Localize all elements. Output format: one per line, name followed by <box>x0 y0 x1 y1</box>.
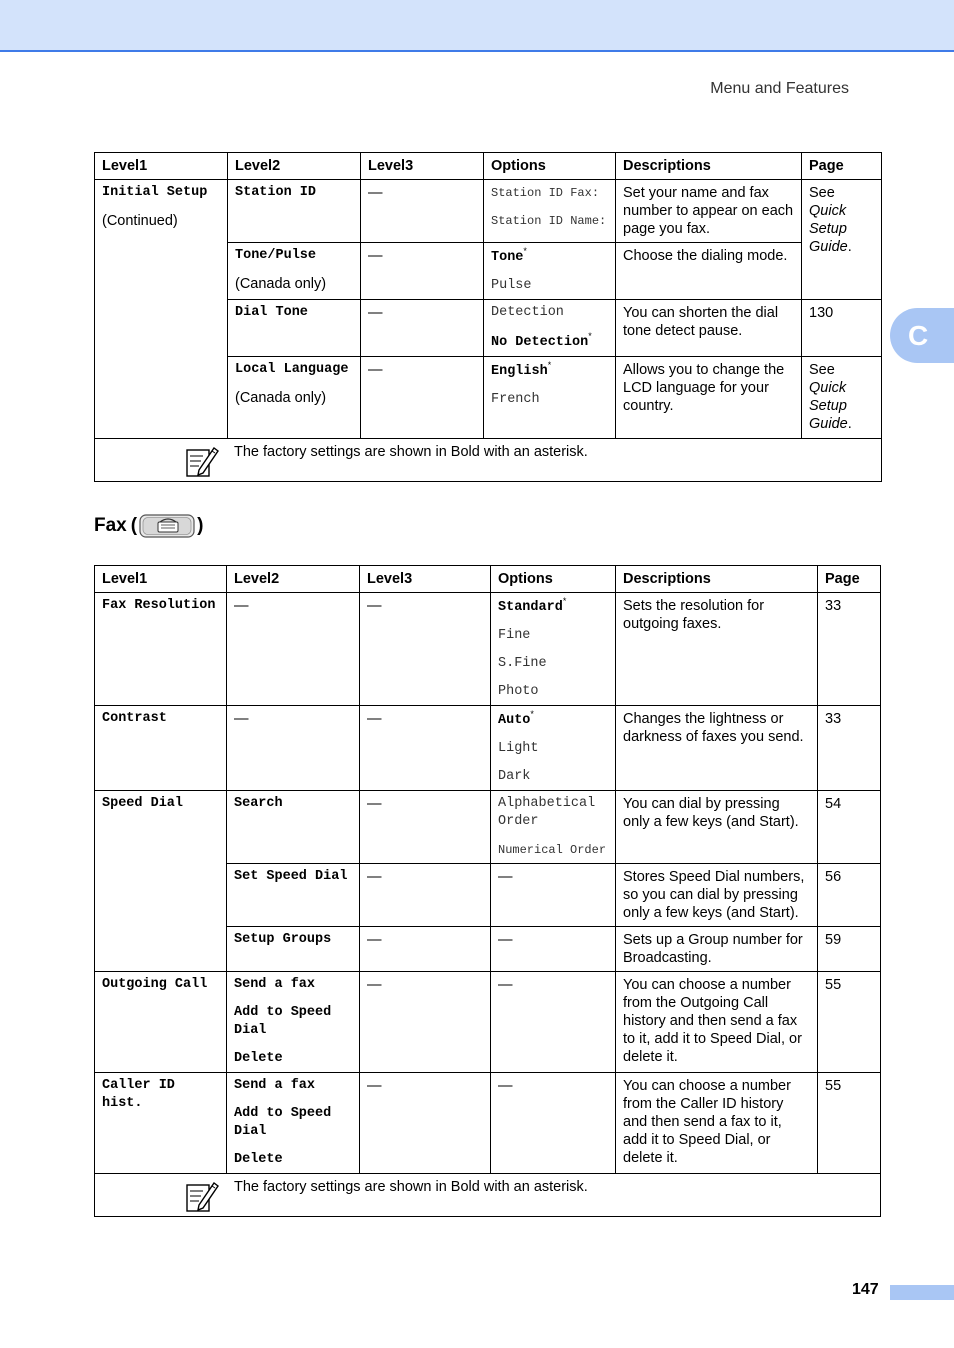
level3-cell: — <box>360 593 491 706</box>
options-cell: — <box>491 864 616 927</box>
page-number: 147 <box>852 1281 879 1298</box>
note-row <box>95 1174 881 1217</box>
table-row <box>95 593 881 706</box>
level2-cell: Search <box>227 791 360 864</box>
open-paren: ( <box>130 515 138 536</box>
see-guide: Guide <box>809 416 848 432</box>
page-cell: 33 <box>818 706 881 791</box>
running-header: Menu and Features <box>710 80 849 97</box>
option: S.Fine <box>498 656 547 671</box>
col-header: Level2 <box>227 566 360 593</box>
description-cell: Changes the lightness or darkness of faxes you send. <box>616 706 818 791</box>
level1-cell: Contrast <box>95 706 227 791</box>
see-setup: Setup <box>809 221 847 237</box>
level2-item: Add to Speed Dial <box>234 1005 332 1038</box>
level2-item: Delete <box>234 1051 283 1066</box>
option: Alphabetical Order <box>498 796 596 829</box>
options-cell <box>484 180 616 243</box>
level2-label: Local Language <box>235 362 349 377</box>
col-header: Level1 <box>95 153 228 180</box>
col-header: Descriptions <box>616 153 802 180</box>
note-cell <box>95 439 882 482</box>
see-quick: Quick <box>809 203 847 219</box>
col-header: Page <box>802 153 882 180</box>
asterisk: * <box>547 360 552 371</box>
asterisk: * <box>588 331 592 342</box>
level2-cell: — <box>227 706 360 791</box>
level2-cell: Setup Groups <box>227 927 360 972</box>
page-cell: 56 <box>818 864 881 927</box>
table-row <box>95 180 882 243</box>
description-cell: Sets the resolution for outgoing faxes. <box>616 593 818 706</box>
level3-cell: — <box>360 927 491 972</box>
option: Photo <box>498 684 539 699</box>
table-header-row <box>95 566 881 593</box>
level2-cell <box>228 357 361 439</box>
note-pencil-icon <box>185 1179 219 1213</box>
level1-label: Initial Setup <box>102 185 208 200</box>
table-row <box>95 972 881 1073</box>
see-guide: Guide <box>809 239 848 255</box>
col-header: Options <box>491 566 616 593</box>
option: Detection <box>491 305 564 320</box>
option: Numerical Order <box>498 843 607 857</box>
see-text: See <box>809 362 835 378</box>
options-cell <box>484 300 616 357</box>
option: Station ID Name: <box>491 214 607 228</box>
level2-cell <box>227 1073 360 1174</box>
page-cell: 59 <box>818 927 881 972</box>
page-cell: 55 <box>818 972 881 1073</box>
option: French <box>491 392 540 407</box>
level2-label: Tone/Pulse <box>235 248 317 263</box>
description-cell: You can dial by pressing only a few keys (and Start). <box>616 791 818 864</box>
col-header: Level1 <box>95 566 227 593</box>
note-cell <box>95 1174 881 1217</box>
description-cell: You can choose a number from the Caller ID history and then send a fax to it, add it to Speed Dial, or delete it. <box>616 1073 818 1174</box>
see-dot: . <box>847 416 852 432</box>
level2-item: Delete <box>234 1152 283 1167</box>
level3-cell: — <box>360 791 491 864</box>
col-header: Descriptions <box>616 566 818 593</box>
description-cell: Allows you to change the LCD language for your country. <box>616 357 802 439</box>
level2-item: Add to Speed Dial <box>234 1106 332 1139</box>
level3-cell: — <box>360 972 491 1073</box>
page-band <box>890 1285 954 1300</box>
table-row <box>95 1073 881 1174</box>
col-header: Level3 <box>360 566 491 593</box>
level3-cell: — <box>360 864 491 927</box>
option: Station ID Fax: <box>491 186 600 200</box>
level2-cell: Dial Tone <box>228 300 361 357</box>
description-cell: Sets up a Group number for Broadcasting. <box>616 927 818 972</box>
asterisk: * <box>523 246 527 257</box>
level2-cell <box>227 972 360 1073</box>
note-text: The factory settings are shown in Bold with an asterisk. <box>234 444 588 460</box>
level1-cell: Speed Dial <box>95 791 227 972</box>
level1-note: (Continued) <box>102 213 178 229</box>
col-header: Level3 <box>361 153 484 180</box>
options-cell <box>491 706 616 791</box>
level2-cell: Set Speed Dial <box>227 864 360 927</box>
level3-cell: — <box>361 243 484 300</box>
options-cell <box>484 357 616 439</box>
description-cell: Set your name and fax number to appear on each page you fax. <box>616 180 802 243</box>
option-default: English <box>491 364 548 379</box>
initial-setup-table <box>94 152 882 482</box>
option: Fine <box>498 628 531 643</box>
level2-note: (Canada only) <box>235 390 327 406</box>
description-cell: You can choose a number from the Outgoing Call history and then send a fax to it, add it to Speed Dial, or delete it. <box>616 972 818 1073</box>
options-cell <box>484 243 616 300</box>
option: Dark <box>498 769 531 784</box>
col-header: Level2 <box>228 153 361 180</box>
level1-cell: Fax Resolution <box>95 593 227 706</box>
level1-cell: Caller ID hist. <box>95 1073 227 1174</box>
options-cell: — <box>491 972 616 1073</box>
level2-cell <box>228 243 361 300</box>
page-cell: 33 <box>818 593 881 706</box>
option-default: Standard <box>498 600 563 615</box>
level2-item: Send a fax <box>234 1078 316 1093</box>
page-cell <box>802 180 882 300</box>
description-cell: Choose the dialing mode. <box>616 243 802 300</box>
level3-cell: — <box>360 706 491 791</box>
col-header: Page <box>818 566 881 593</box>
top-band <box>0 0 954 52</box>
fax-title: Fax <box>94 515 127 536</box>
note-pencil-icon <box>185 444 219 478</box>
option: Pulse <box>491 278 532 293</box>
page-cell: 55 <box>818 1073 881 1174</box>
options-cell <box>491 791 616 864</box>
option-default: No Detection <box>491 335 589 350</box>
description-cell: You can shorten the dial tone detect pause. <box>616 300 802 357</box>
see-quick: Quick <box>809 380 847 396</box>
level1-cell <box>95 180 228 439</box>
level3-cell: — <box>360 1073 491 1174</box>
options-cell: — <box>491 927 616 972</box>
asterisk: * <box>530 709 534 720</box>
note-row <box>95 439 882 482</box>
see-setup: Setup <box>809 398 847 414</box>
asterisk: * <box>562 596 567 607</box>
level3-cell: — <box>361 300 484 357</box>
see-text: See <box>809 185 835 201</box>
option-default: Tone <box>491 250 524 265</box>
level3-cell: — <box>361 180 484 243</box>
col-header: Options <box>484 153 616 180</box>
close-paren: ) <box>197 515 204 536</box>
level3-cell: — <box>361 357 484 439</box>
fax-section-title <box>94 514 203 538</box>
level2-cell: Station ID <box>228 180 361 243</box>
table-header-row <box>95 153 882 180</box>
option-default: Auto <box>498 713 531 728</box>
see-dot: . <box>847 239 852 255</box>
level2-note: (Canada only) <box>235 276 327 292</box>
table-row <box>95 791 881 864</box>
level2-item: Send a fax <box>234 977 316 992</box>
fax-key-icon <box>139 514 195 538</box>
table-row <box>95 706 881 791</box>
page-cell: 130 <box>802 300 882 357</box>
note-text: The factory settings are shown in Bold with an asterisk. <box>234 1179 588 1195</box>
level1-cell: Outgoing Call <box>95 972 227 1073</box>
page-cell: 54 <box>818 791 881 864</box>
option: Light <box>498 741 539 756</box>
options-cell <box>491 593 616 706</box>
options-cell: — <box>491 1073 616 1174</box>
fax-table <box>94 565 881 1217</box>
page-cell <box>802 357 882 439</box>
level2-cell: — <box>227 593 360 706</box>
description-cell: Stores Speed Dial numbers, so you can dial by pressing only a few keys (and Start). <box>616 864 818 927</box>
chapter-tab: C <box>890 308 954 363</box>
